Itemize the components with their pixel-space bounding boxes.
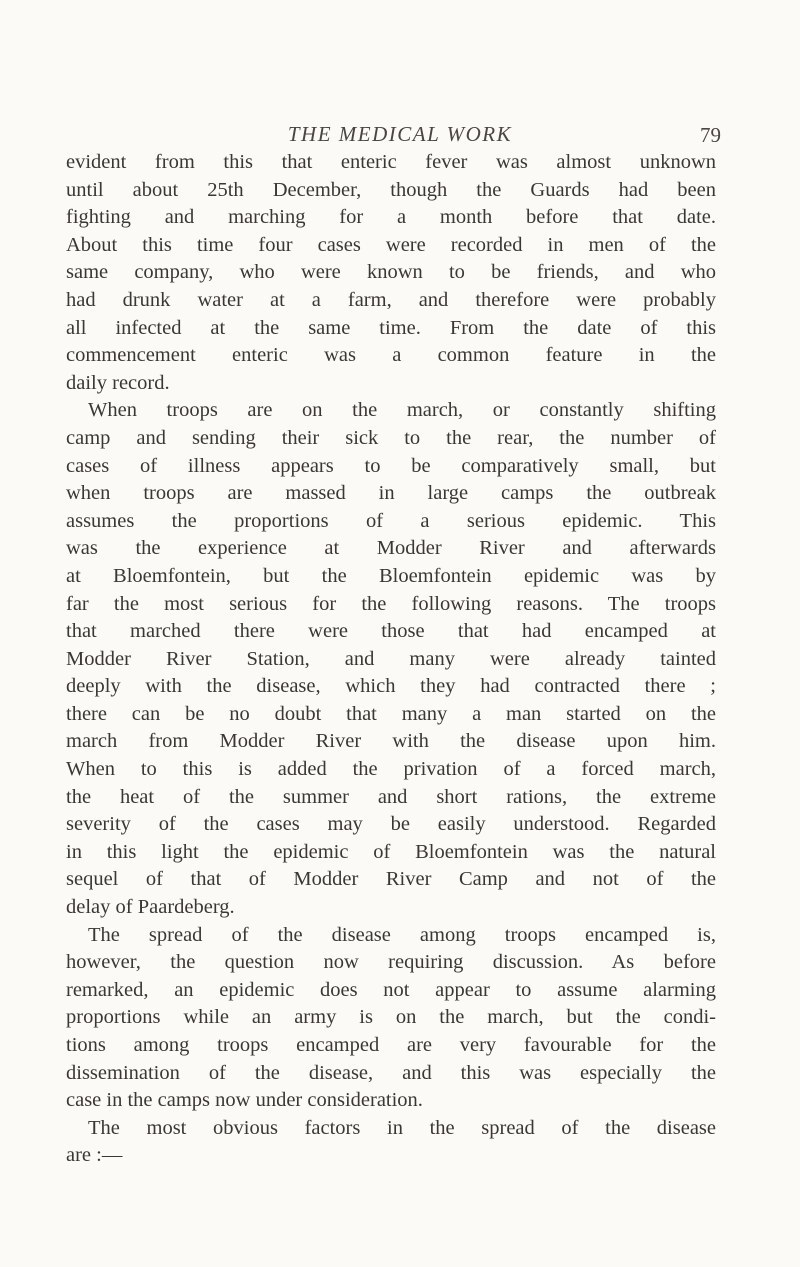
text-line: when troops are massed in large camps the outbreak: [66, 482, 716, 505]
text-line: The most obvious factors in the spread of the disease: [88, 1116, 716, 1139]
text-line: delay of Paardeberg.: [66, 896, 235, 919]
running-title: THE MEDICAL WORK: [287, 122, 513, 146]
text-line: deeply with the disease, which they had contracted there ;: [66, 675, 716, 698]
text-line: When troops are on the march, or constantly shifting: [88, 399, 716, 422]
text-line: far the most serious for the following reasons. The troops: [66, 592, 716, 615]
text-line: tions among troops encamped are very favourable for the: [66, 1034, 716, 1056]
text-line: that marched there were those that had encamped at: [66, 620, 716, 643]
text-line: When to this is added the privation of a forced march,: [66, 758, 716, 781]
text-line: in this light the epidemic of Bloemfontein was the natural: [66, 840, 716, 863]
text-line: march from Modder River with the disease upon him.: [66, 730, 716, 753]
text-line: at Bloemfontein, but the Bloemfontein epidemic was by: [66, 564, 716, 587]
text-line: About this time four cases were recorded in men of the: [66, 233, 716, 256]
text-line: the heat of the summer and short rations, the extreme: [66, 785, 716, 808]
text-line: sequel of that of Modder River Camp and not of the: [66, 868, 716, 891]
text-line: until about 25th December, though the Guards had been: [66, 178, 716, 201]
text-line: daily record.: [66, 371, 170, 394]
text-line: all infected at the same time. From the date of this: [66, 316, 716, 339]
text-line: are :—: [66, 1144, 123, 1167]
text-line: camp and sending their sick to the rear, the number of: [66, 426, 716, 449]
running-head: [0, 122, 800, 152]
text-line: however, the question now requiring discussion. As before: [66, 951, 716, 974]
text-line: severity of the cases may be easily understood. Regarded: [66, 813, 716, 836]
text-line: commencement enteric was a common feature in the: [66, 344, 716, 367]
text-line: evident from this that enteric fever was almost unknown: [66, 151, 716, 173]
text-line: had drunk water at a farm, and therefore were probably: [66, 288, 716, 311]
text-line: The spread of the disease among troops encamped is,: [88, 923, 716, 946]
text-line: proportions while an army is on the march, but the condi-: [66, 1006, 716, 1029]
text-line: same company, who were known to be friends, and who: [66, 261, 716, 284]
text-line: case in the camps now under consideration.: [66, 1089, 423, 1112]
text-line: Modder River Station, and many were already tainted: [66, 647, 716, 670]
page-number: 79: [700, 123, 721, 147]
text-line: remarked, an epidemic does not appear to assume alarming: [66, 978, 716, 1001]
text-line: dissemination of the disease, and this was especially the: [66, 1061, 716, 1084]
text-line: there can be no doubt that many a man started on the: [66, 702, 716, 725]
text-line: was the experience at Modder River and afterwards: [66, 537, 716, 560]
text-line: fighting and marching for a month before that date.: [66, 206, 716, 229]
text-line: cases of illness appears to be comparatively small, but: [66, 454, 716, 477]
text-line: assumes the proportions of a serious epidemic. This: [66, 509, 716, 532]
body-text: [66, 149, 716, 1170]
